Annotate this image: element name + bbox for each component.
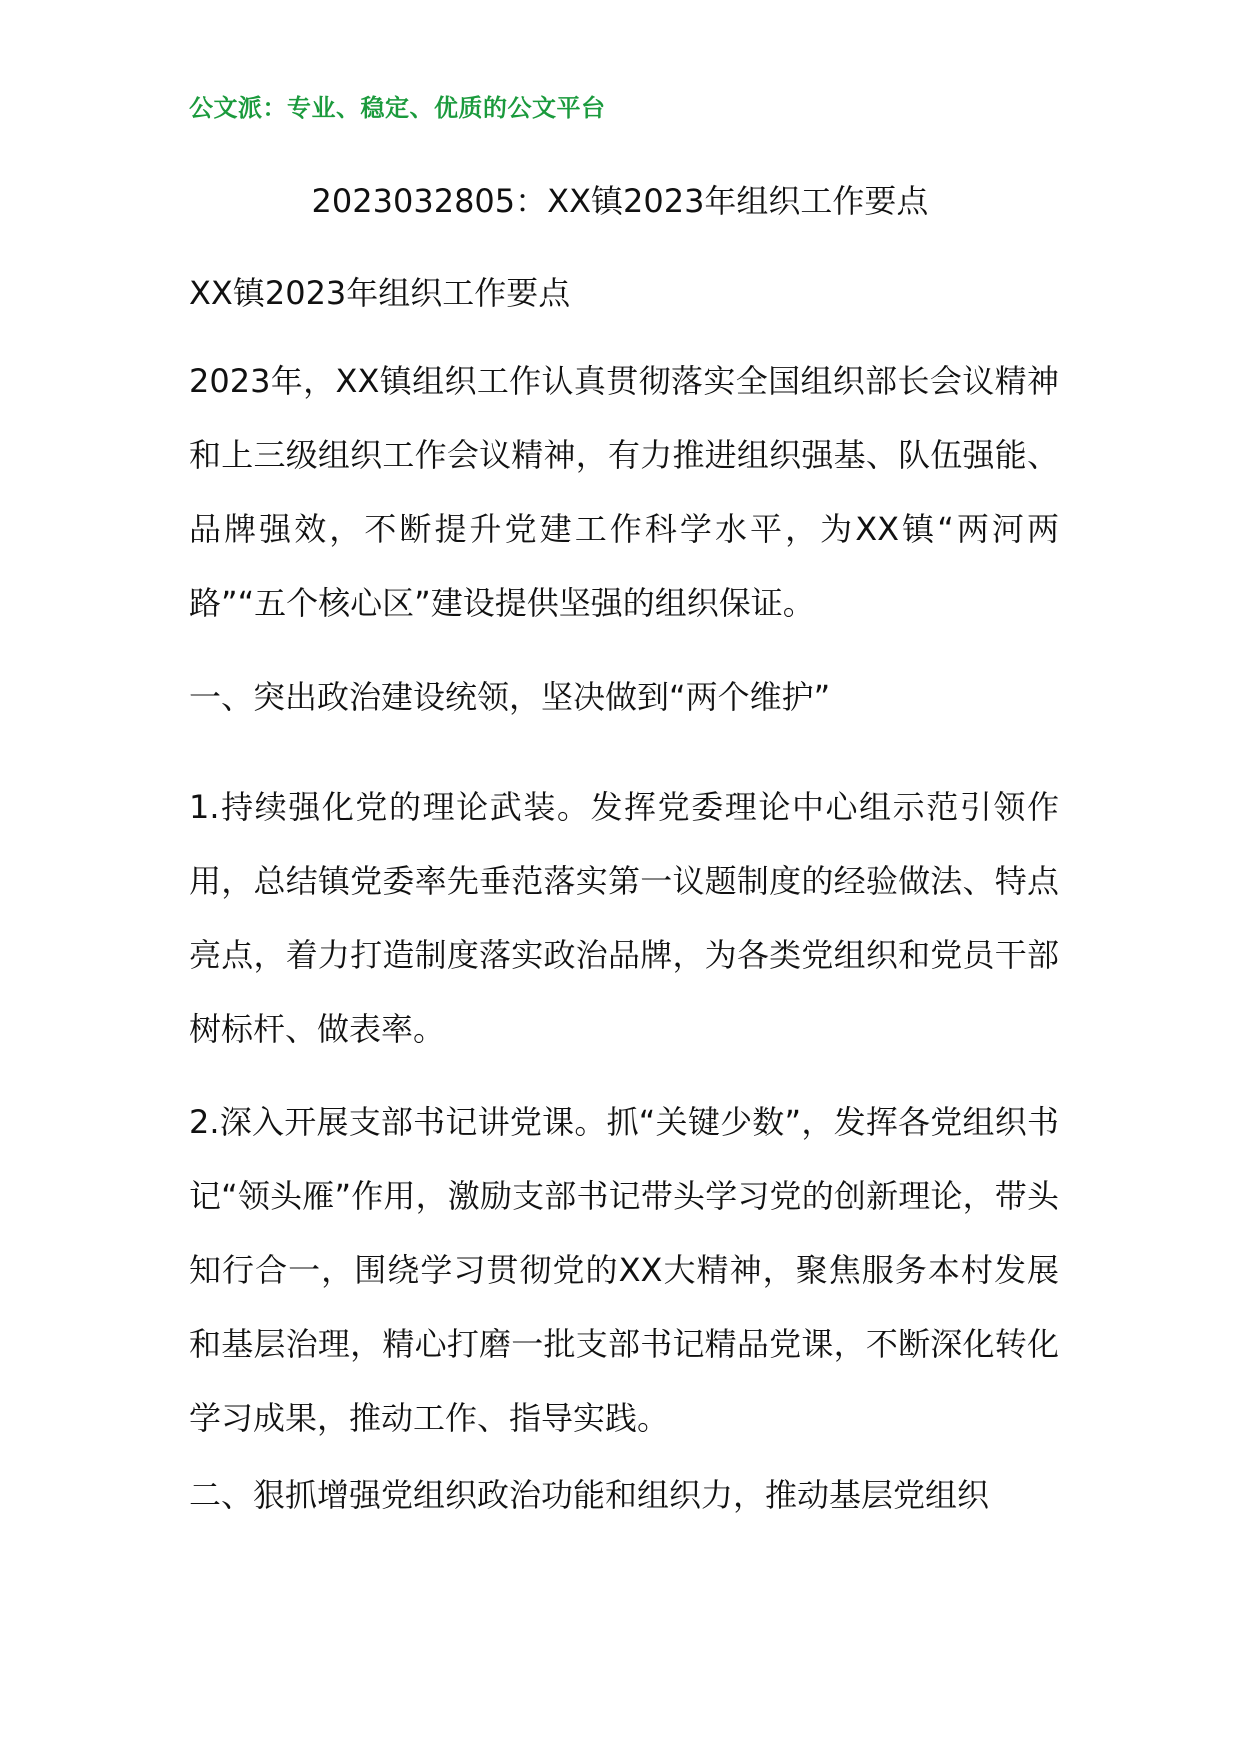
document-title: 2023032805：XX镇2023年组织工作要点 <box>311 182 929 220</box>
document-subtitle: XX镇2023年组织工作要点 <box>189 274 571 312</box>
section-heading-2: 二、狠抓增强党组织政治功能和组织力，推动基层党组织 <box>189 1476 990 1514</box>
intro-paragraph: 2023年，XX镇组织工作认真贯彻落实全国组织部长会议精神和上三级组织工作会议精神，有力推进组织强基、队伍强能、品牌强效，不断提升党建工作科学水平，为XX镇“两河两路”“五个核心区”建设提供坚强的组织保证。 <box>189 362 1059 622</box>
list-item-1: 1.持续强化党的理论武装。发挥党委理论中心组示范引领作用，总结镇党委率先垂范落实第一议题制度的经验做法、特点亮点，着力打造制度落实政治品牌，为各类党组织和党员干部树标杆、做表率。 <box>189 788 1059 1048</box>
section-heading-1: 一、突出政治建设统领，坚决做到“两个维护” <box>189 678 831 716</box>
brand-header: 公文派：专业、稳定、优质的公文平台 <box>189 94 606 122</box>
list-item-2: 2.深入开展支部书记讲党课。抓“关键少数”，发挥各党组织书记“领头雁”作用，激励支部书记带头学习党的创新理论，带头知行合一，围绕学习贯彻党的XX大精神，聚焦服务本村发展和基层治理，精心打磨一批支部书记精品党课，不断深化转化学习成果，推动工作、指导实践。 <box>189 1103 1059 1437</box>
